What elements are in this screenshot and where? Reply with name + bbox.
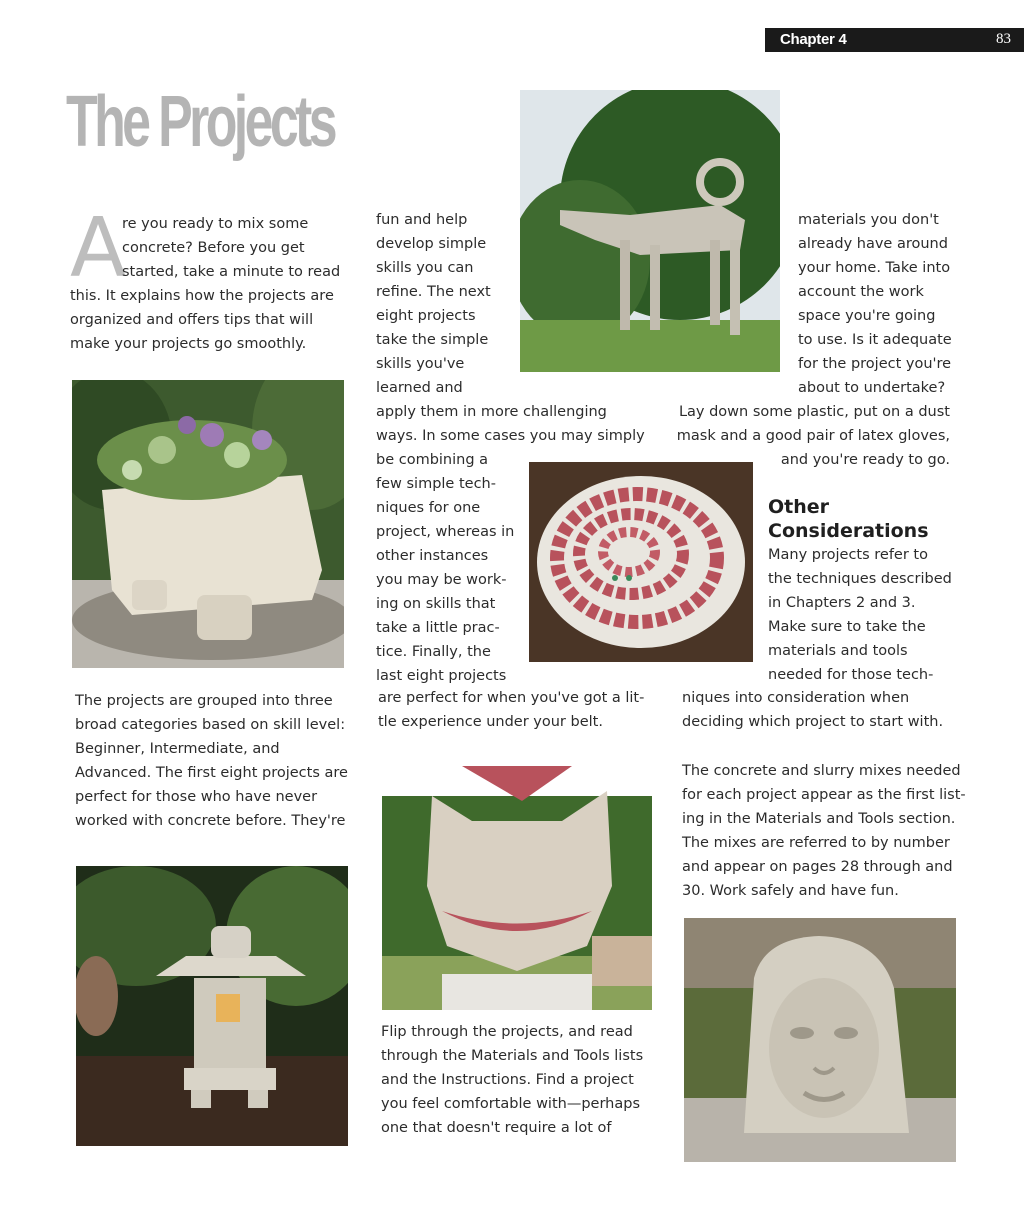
heading-line: Other xyxy=(768,496,830,518)
text-line: in Chapters 2 and 3. xyxy=(768,595,916,611)
text-line: Advanced. The first eight projects are xyxy=(75,765,348,781)
text-line: broad categories based on skill level: xyxy=(75,717,346,733)
column3-top-paragraph xyxy=(798,208,952,400)
text-line: skills you can xyxy=(376,260,474,276)
text-line: space you're going xyxy=(798,308,936,324)
text-line: The projects are grouped into three xyxy=(75,693,333,709)
text-line: and you're ready to go. xyxy=(780,452,950,468)
mixes-paragraph xyxy=(682,759,966,903)
text-line: last eight projects xyxy=(376,668,507,684)
column2-end-paragraph xyxy=(378,686,644,734)
text-line: for each project appear as the first list- xyxy=(682,787,966,803)
text-line: other instances xyxy=(376,548,489,564)
page-title: The Projects xyxy=(66,82,334,162)
text-line: one that doesn't require a lot of xyxy=(381,1120,612,1136)
text-line: The mixes are referred to by number xyxy=(682,835,950,851)
text-line: needed for those tech- xyxy=(768,667,934,683)
considerations-paragraph xyxy=(768,543,952,687)
column2-bottom-paragraph xyxy=(381,1020,643,1140)
column3-mid-paragraph xyxy=(672,400,950,472)
text-line: ways. In some cases you may simply xyxy=(376,428,645,444)
lantern-photo xyxy=(76,866,348,1146)
text-line: for the project you're xyxy=(798,356,952,372)
text-line: Make sure to take the xyxy=(768,619,926,635)
text-line: take the simple xyxy=(376,332,489,348)
text-line: about to undertake? xyxy=(798,380,946,396)
drop-cap: A xyxy=(70,201,127,296)
intro-paragraph-top xyxy=(122,212,340,284)
text-line: project, whereas in xyxy=(376,524,515,540)
considerations-paragraph-end xyxy=(682,686,943,734)
skill-levels-paragraph xyxy=(75,689,348,833)
text-line: tice. Finally, the xyxy=(376,644,491,660)
text-line: tle experience under your belt. xyxy=(378,714,603,730)
text-line: refine. The next xyxy=(376,284,491,300)
text-line: your home. Take into xyxy=(798,260,951,276)
text-line: Flip through the projects, and read xyxy=(381,1024,633,1040)
text-line: niques for one xyxy=(376,500,481,516)
column2-top-paragraph xyxy=(376,208,491,400)
text-line: learned and xyxy=(376,380,463,396)
text-line: The concrete and slurry mixes needed xyxy=(682,763,961,779)
text-line: ing in the Materials and Tools section. xyxy=(682,811,956,827)
planter-photo xyxy=(72,380,344,668)
cat-sculpture-photo xyxy=(382,766,652,1010)
text-line: started, take a minute to read xyxy=(122,264,341,280)
dog-sculpture-photo xyxy=(520,90,780,372)
text-line: apply them in more challenging xyxy=(376,404,607,420)
text-line: 30. Work safely and have fun. xyxy=(682,883,899,899)
text-line: deciding which project to start with. xyxy=(682,714,944,730)
text-line: you feel comfortable with—perhaps xyxy=(381,1096,641,1112)
text-line: are perfect for when you've got a lit- xyxy=(378,690,645,706)
text-line: you may be work- xyxy=(376,572,507,588)
text-line: already have around xyxy=(798,236,948,252)
text-line: and the Instructions. Find a project xyxy=(381,1072,634,1088)
heading-line: Considerations xyxy=(768,520,929,542)
text-line: mask and a good pair of latex gloves, xyxy=(676,428,950,444)
text-line: develop simple xyxy=(376,236,487,252)
text-line: take a little prac- xyxy=(376,620,500,636)
text-line: eight projects xyxy=(376,308,476,324)
other-considerations-heading xyxy=(768,495,929,543)
text-line: perfect for those who have never xyxy=(75,789,318,805)
text-line: concrete? Before you get xyxy=(122,240,305,256)
page-number: 83 xyxy=(996,31,1011,47)
chapter-label: Chapter 4 xyxy=(780,31,847,48)
text-line: materials and tools xyxy=(768,643,908,659)
text-line: skills you've xyxy=(376,356,465,372)
text-line: worked with concrete before. They're xyxy=(75,813,346,829)
text-line: re you ready to mix some xyxy=(122,216,309,232)
text-line: fun and help xyxy=(376,212,468,228)
head-sculpture-photo xyxy=(684,918,956,1162)
column2-wrap-paragraph xyxy=(376,472,514,688)
text-line: to use. Is it adequate xyxy=(798,332,952,348)
intro-paragraph-bottom xyxy=(70,284,334,356)
text-line: few simple tech- xyxy=(376,476,496,492)
text-line: niques into consideration when xyxy=(682,690,910,706)
text-line: this. It explains how the projects are xyxy=(70,288,334,304)
text-line: ing on skills that xyxy=(376,596,496,612)
text-line: organized and offers tips that will xyxy=(70,312,314,328)
text-line: the techniques described xyxy=(768,571,952,587)
text-line: Beginner, Intermediate, and xyxy=(75,741,280,757)
text-line: Lay down some plastic, put on a dust xyxy=(678,404,950,420)
text-line: be combining a xyxy=(376,452,489,468)
text-line: and appear on pages 28 through and xyxy=(682,859,953,875)
text-line: Many projects refer to xyxy=(768,547,928,563)
text-line: through the Materials and Tools lists xyxy=(381,1048,644,1064)
text-line: make your projects go smoothly. xyxy=(70,336,307,352)
text-line: account the work xyxy=(798,284,924,300)
mosaic-stone-photo xyxy=(529,462,753,662)
text-line: materials you don't xyxy=(798,212,939,228)
